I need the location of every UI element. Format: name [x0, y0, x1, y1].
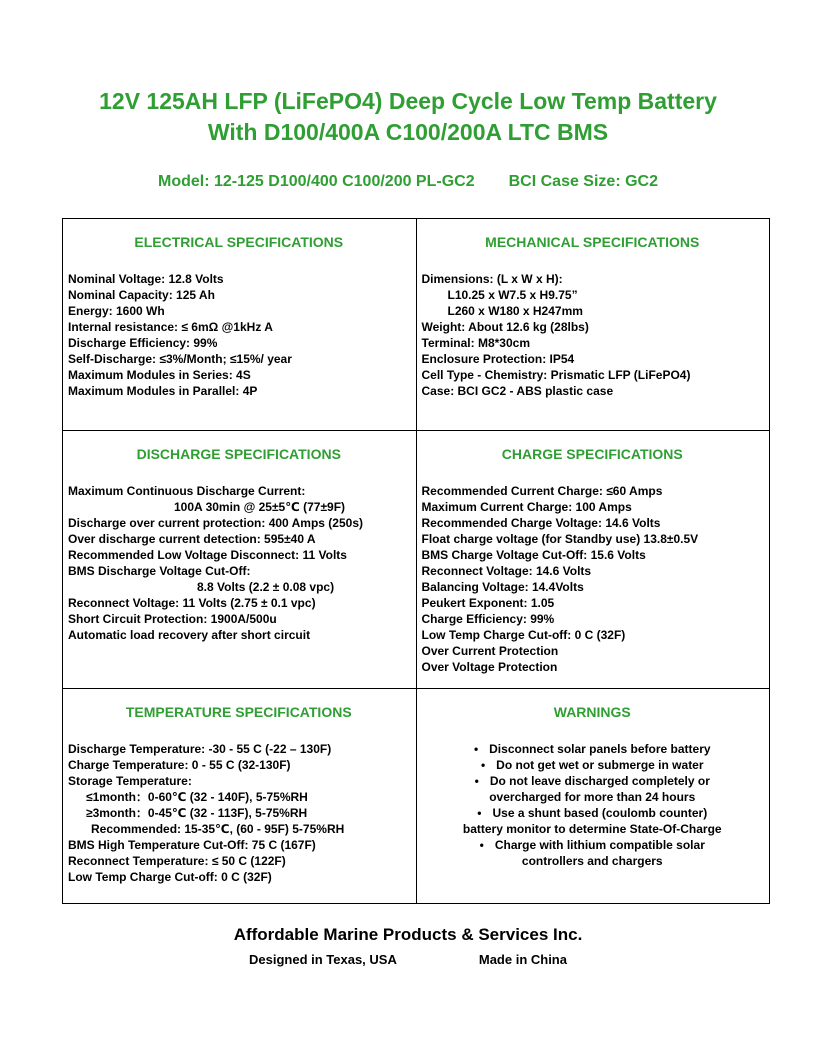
warning-line — [422, 805, 764, 821]
spec-line: Terminal: M8*30cm — [421, 336, 530, 350]
spec-line: BMS Charge Voltage Cut-Off: 15.6 Volts — [421, 548, 646, 562]
spec-table — [62, 218, 770, 904]
spec-line: Recommended Charge Voltage: 14.6 Volts — [421, 516, 661, 530]
warning-text: Do not get wet or submerge in water — [496, 758, 704, 772]
spec-line: Storage Temperature: — [68, 774, 192, 788]
footer — [0, 924, 816, 969]
spec-line: Recommended: 15-35℃, (60 - 95F) 5-75%RH — [91, 822, 345, 836]
spec-line: Maximum Current Charge: 100 Amps — [421, 500, 632, 514]
spec-line: Over Voltage Protection — [421, 660, 558, 674]
warning-line — [422, 757, 764, 773]
spec-line: Case: BCI GC2 - ABS plastic case — [421, 384, 614, 398]
warning-line — [422, 741, 764, 757]
warning-text: Charge with lithium compatible solar — [494, 838, 705, 852]
spec-line: L260 x W180 x H247mm — [447, 304, 583, 318]
spec-line: Charge Efficiency: 99% — [421, 612, 555, 626]
warning-line — [422, 837, 764, 853]
spec-line: Float charge voltage (for Standby use) 13.8±0.5V — [421, 532, 699, 546]
section-charge — [416, 431, 770, 689]
spec-line: Recommended Current Charge: ≤60 Amps — [421, 484, 663, 498]
section-heading-charge: CHARGE SPECIFICATIONS — [501, 446, 683, 462]
spec-line: Reconnect Voltage: 14.6 Volts — [421, 564, 592, 578]
warning-line — [422, 773, 764, 789]
spec-line: Balancing Voltage: 14.4Volts — [421, 580, 584, 594]
spec-line: Short Circuit Protection: 1900A/500u — [68, 612, 277, 626]
bullet-icon: • — [479, 838, 484, 852]
bullet-icon: • — [473, 742, 479, 756]
model-line — [0, 172, 816, 192]
spec-line: Recommended Low Voltage Disconnect: 11 Volts — [68, 548, 347, 562]
bullet-icon: • — [477, 806, 482, 820]
warning-item — [422, 805, 764, 837]
spec-line: Charge Temperature: 0 - 55 C (32-130F) — [68, 758, 291, 772]
warning-text-continuation: overcharged for more than 24 hours — [489, 790, 696, 804]
spec-line: Dimensions: (L x W x H): — [421, 272, 563, 286]
warning-item — [422, 741, 764, 757]
spec-line: BMS Discharge Voltage Cut-Off: — [68, 564, 251, 578]
bullet-icon: • — [480, 758, 486, 772]
made-in-label: Made in China — [478, 952, 567, 967]
spec-line: Maximum Modules in Parallel: 4P — [68, 384, 258, 398]
spec-line: BMS High Temperature Cut-Off: 75 C (167F) — [68, 838, 316, 852]
spec-line: ≤1month：0-60℃ (32 - 140F), 5-75%RH — [86, 790, 308, 804]
section-electrical — [63, 219, 417, 431]
section-heading-warnings: WARNINGS — [553, 704, 631, 720]
page-title — [0, 86, 816, 148]
warning-text: Use a shunt based (coulomb counter) — [492, 806, 708, 820]
spec-line: Over Current Protection — [421, 644, 559, 658]
designed-in-label: Designed in Texas, USA — [249, 952, 397, 967]
section-mechanical — [416, 219, 770, 431]
origin-line — [0, 951, 816, 969]
spec-line: Energy: 1600 Wh — [68, 304, 165, 318]
warning-text: Do not leave discharged completely or — [489, 774, 710, 788]
spec-line: Nominal Capacity: 125 Ah — [68, 288, 215, 302]
section-discharge — [63, 431, 417, 689]
spec-line: Maximum Continuous Discharge Current: — [68, 484, 306, 498]
spec-line: Reconnect Voltage: 11 Volts (2.75 ± 0.1 vpc) — [68, 596, 316, 610]
section-temperature — [63, 689, 417, 904]
warning-text-continuation: battery monitor to determine State-Of-Charge — [462, 822, 722, 836]
spec-line: Low Temp Charge Cut-off: 0 C (32F) — [68, 870, 272, 884]
spec-line: Internal resistance: ≤ 6mΩ @1kHz A — [68, 320, 273, 334]
bullet-icon: • — [474, 774, 479, 788]
section-warnings — [416, 689, 770, 904]
bci-case-size: BCI Case Size: GC2 — [508, 173, 658, 190]
model-number: Model: 12-125 D100/400 C100/200 PL-GC2 — [158, 173, 475, 190]
warning-text: Disconnect solar panels before battery — [489, 742, 711, 756]
section-heading-discharge: DISCHARGE SPECIFICATIONS — [136, 446, 341, 462]
title-line-1: 12V 125AH LFP (LiFePO4) Deep Cycle Low Temp Battery — [99, 88, 717, 114]
title-line-2: With D100/400A C100/200A LTC BMS — [207, 119, 609, 145]
spec-line: Cell Type - Chemistry: Prismatic LFP (LiFePO4) — [421, 368, 691, 382]
spec-line: Automatic load recovery after short circuit — [68, 628, 311, 642]
section-heading-temperature: TEMPERATURE SPECIFICATIONS — [125, 704, 352, 720]
spec-line: 8.8 Volts (2.2 ± 0.08 vpc) — [197, 580, 335, 594]
spec-line: Discharge Temperature: -30 - 55 C (-22 – 130F) — [68, 742, 332, 756]
spec-line: ≥3month：0-45℃ (32 - 113F), 5-75%RH — [86, 806, 308, 820]
spec-line: L10.25 x W7.5 x H9.75” — [447, 288, 578, 302]
spec-line: Nominal Voltage: 12.8 Volts — [68, 272, 224, 286]
spec-line: 100A 30min @ 25±5℃ (77±9F) — [174, 500, 346, 514]
section-heading-mechanical: MECHANICAL SPECIFICATIONS — [485, 234, 700, 250]
warning-item — [422, 757, 764, 773]
section-heading-electrical: ELECTRICAL SPECIFICATIONS — [134, 234, 344, 250]
spec-line: Maximum Modules in Series: 4S — [68, 368, 251, 382]
table-row — [63, 689, 770, 904]
warning-text-continuation: controllers and chargers — [521, 854, 663, 868]
spec-line: Self-Discharge: ≤3%/Month; ≤15%/ year — [68, 352, 292, 366]
spec-line: Enclosure Protection: IP54 — [421, 352, 575, 366]
spec-line: Low Temp Charge Cut-off: 0 C (32F) — [421, 628, 626, 642]
warning-item — [422, 773, 764, 805]
table-row — [63, 219, 770, 431]
spec-line: Peukert Exponent: 1.05 — [421, 596, 555, 610]
table-row — [63, 431, 770, 689]
spec-line: Discharge over current protection: 400 Amps (250s) — [68, 516, 363, 530]
spec-line: Over discharge current detection: 595±40 A — [68, 532, 316, 546]
spec-line: Reconnect Temperature: ≤ 50 C (122F) — [68, 854, 286, 868]
warning-item — [422, 837, 764, 869]
company-name: Affordable Marine Products & Services Inc. — [233, 925, 583, 944]
spec-line: Discharge Efficiency: 99% — [68, 336, 218, 350]
spec-line: Weight: About 12.6 kg (28lbs) — [421, 320, 589, 334]
